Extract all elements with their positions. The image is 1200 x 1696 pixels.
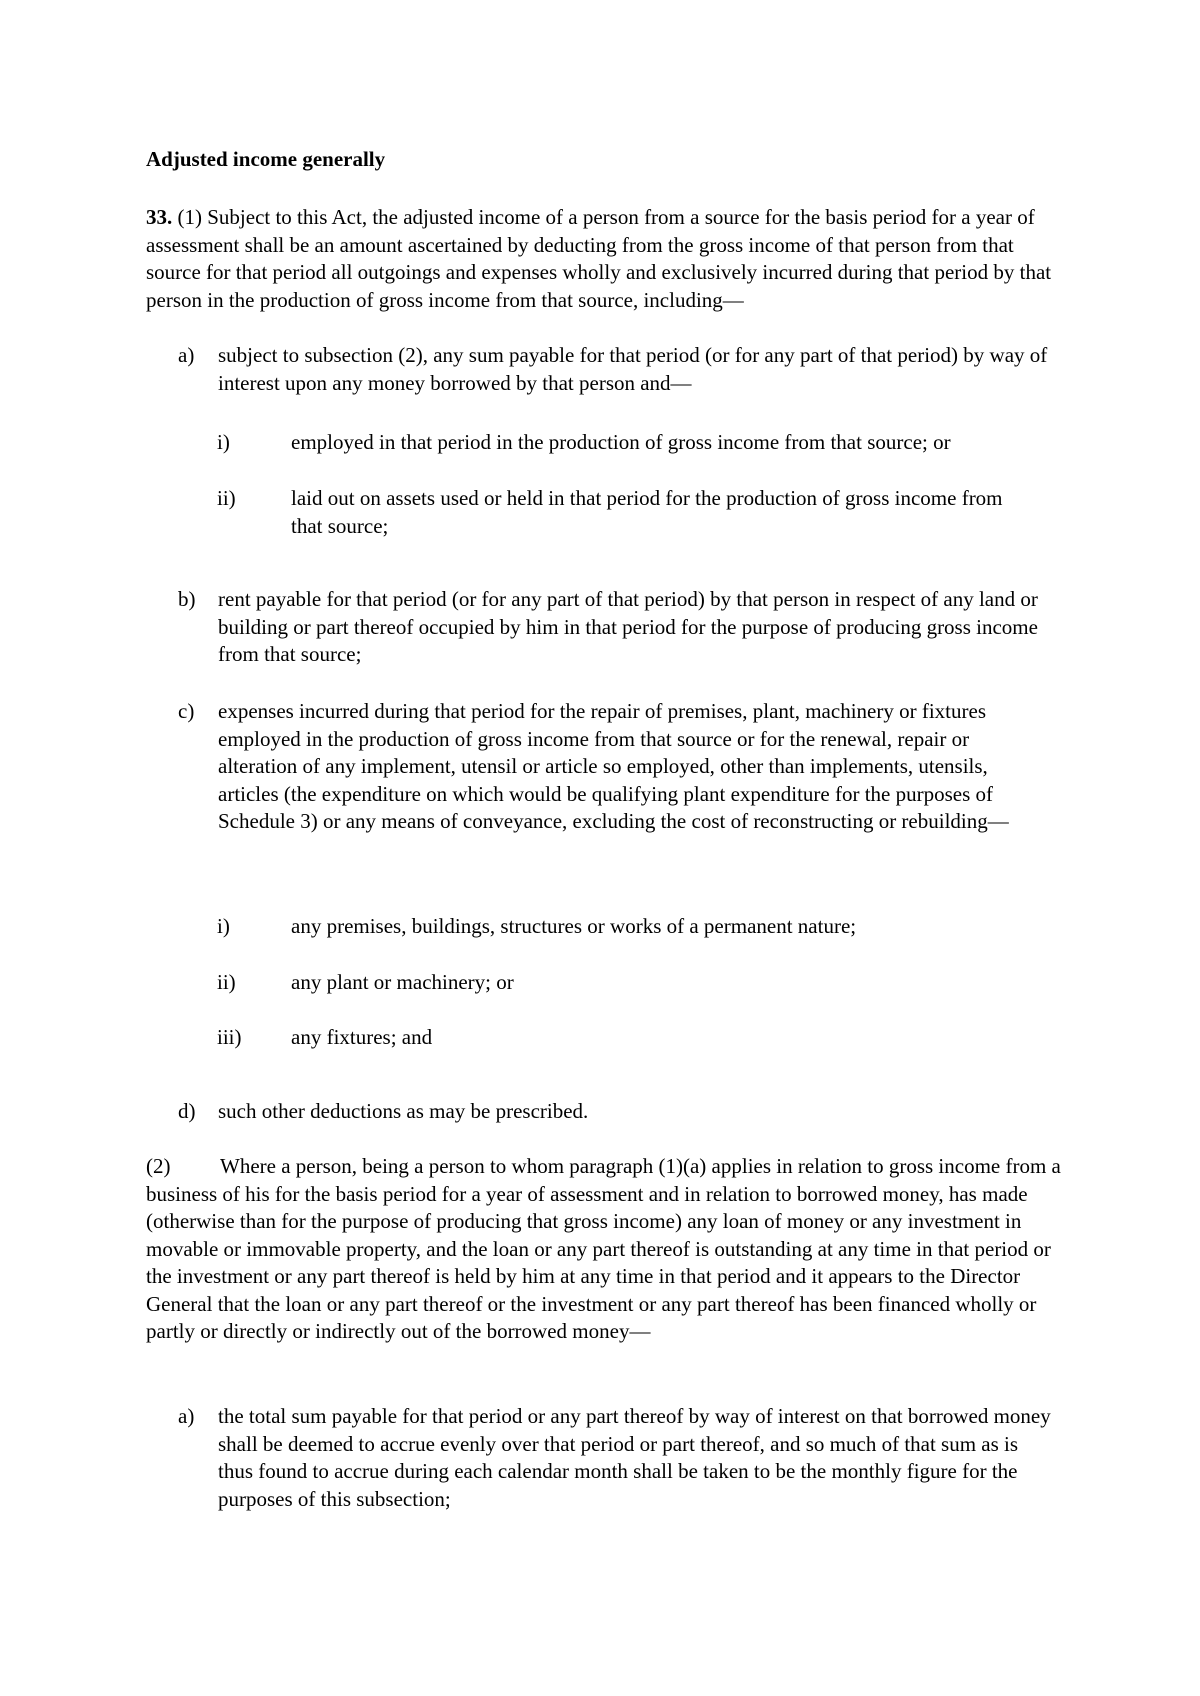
subsection-2 (146, 1153, 1066, 1346)
subsection-2-paragraph-a-label: a) (178, 1404, 195, 1428)
paragraph-c-i-label: i) (217, 914, 230, 938)
paragraph-a-i-label: i) (217, 430, 230, 454)
paragraph-b-label: b) (178, 587, 196, 611)
paragraph-c-iii-text: any fixtures; and (291, 1025, 433, 1049)
paragraph-a-text: subject to subsection (2), any sum payable for that period (or for any part of that period) by way of interest upon any money borrowed by that person and— (218, 343, 1048, 395)
subsection-1-intro (146, 204, 1066, 314)
section-heading: Adjusted income generally (146, 147, 386, 171)
subsection-2-number: (2) (146, 1154, 171, 1178)
subsection-2-text: Where a person, being a person to whom paragraph (1)(a) applies in relation to gross income from a business of his for the basis period for a year of assessment and in relation to borrowed money, has made (otherwise than for the purpose of producing that gross income) any loan of money or any investment in movable or immovable property, and the loan or any part thereof is outstanding at any time in that period or the investment or any part thereof is held by him at any time in that period and it appears to the Director General that the loan or any part thereof or the investment or any part thereof has been financed wholly or partly or directly or indirectly out of the borrowed money— (146, 1154, 1061, 1343)
paragraph-c-text: expenses incurred during that period for the repair of premises, plant, machinery or fixtures employed in the production of gross income from that source or for the renewal, repair or alteration of any implement, utensil or article so employed, other than implements, utensils, articles (the expenditure on which would be qualifying plant expenditure for the purposes of Schedule 3) or any means of conveyance, excluding the cost of reconstructing or rebuilding— (218, 699, 1009, 833)
paragraph-c-i-text: any premises, buildings, structures or works of a permanent nature; (291, 914, 857, 938)
paragraph-c-ii-label: ii) (217, 970, 236, 994)
paragraph-c-label: c) (178, 699, 195, 723)
paragraph-a-i-text: employed in that period in the production of gross income from that source; or (291, 430, 951, 454)
paragraph-c-iii-label: iii) (217, 1025, 242, 1049)
subsection-1-text: (1) Subject to this Act, the adjusted income of a person from a source for the basis period for a year of assessment shall be an amount ascertained by deducting from the gross income of that person from that source for that period all outgoings and expenses wholly and exclusively incurred during that period by that person in the production of gross income from that source, including— (146, 205, 1052, 312)
paragraph-a-ii-label: ii) (217, 486, 236, 510)
subsection-2-paragraph-a-text: the total sum payable for that period or any part thereof by way of interest on that borrowed money shall be deemed to accrue evenly over that period or part thereof, and so much of that sum as is thus found to accrue during each calendar month shall be taken to be the monthly figure for the purposes of this subsection; (218, 1404, 1051, 1511)
paragraph-a-label: a) (178, 343, 195, 367)
paragraph-d-text: such other deductions as may be prescribed. (218, 1099, 589, 1123)
section-number: 33. (146, 205, 173, 229)
paragraph-b-text: rent payable for that period (or for any part of that period) by that person in respect of any land or building or part thereof occupied by him in that period for the purpose of producing gross income from that source; (218, 587, 1038, 666)
paragraph-a-ii-text: laid out on assets used or held in that period for the production of gross income from that source; (291, 486, 1003, 538)
paragraph-c-ii-text: any plant or machinery; or (291, 970, 514, 994)
paragraph-d-label: d) (178, 1099, 196, 1123)
